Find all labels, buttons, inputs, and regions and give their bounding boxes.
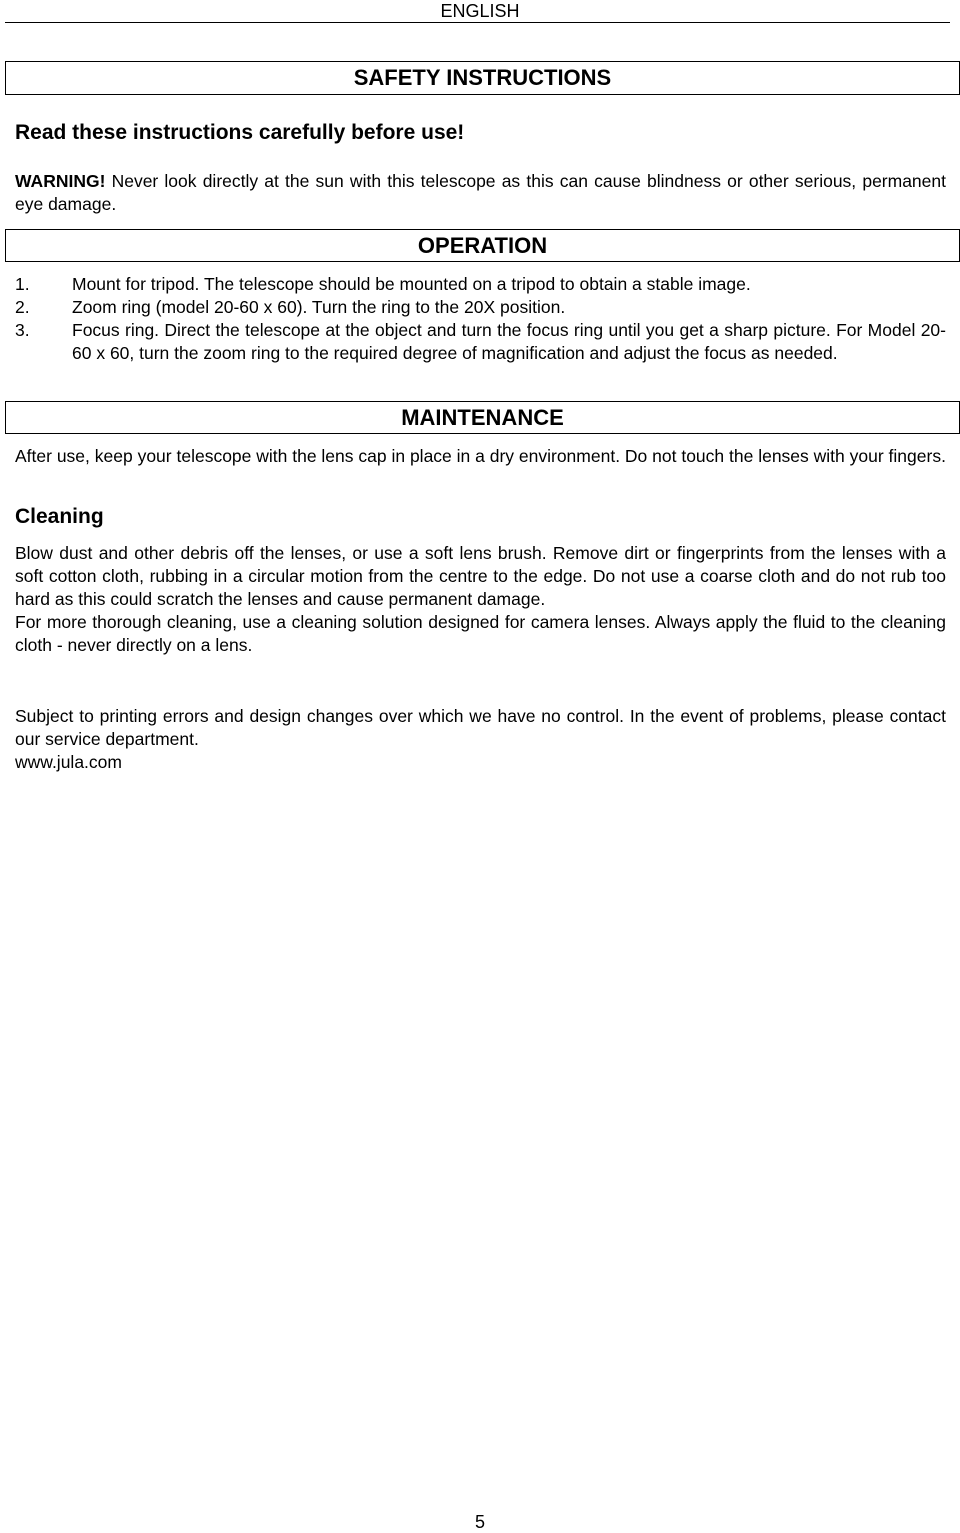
operation-item <box>15 273 946 296</box>
page-header-language: ENGLISH <box>440 1 520 21</box>
cleaning-paragraph-2: For more thorough cleaning, use a cleaning solution designed for camera lenses. Always apply the fluid to the cleaning cloth - never directly on a lens. <box>15 612 946 655</box>
operation-item <box>15 319 946 365</box>
operation-list <box>15 273 946 365</box>
operation-item-number: 1. <box>15 274 30 294</box>
operation-item-text: Mount for tripod. The telescope should be mounted on a tripod to obtain a stable image. <box>72 274 751 294</box>
header-divider <box>5 22 950 23</box>
page-number: 5 <box>474 1512 485 1532</box>
cleaning-heading: Cleaning <box>15 505 104 528</box>
disclaimer-paragraph: Subject to printing errors and design changes over which we have no control. In the event of problems, please contact our service department. <box>15 706 946 749</box>
operation-item-text: Focus ring. Direct the telescope at the object and turn the focus ring until you get a sharp picture. For Model 20-60 x 60, turn the zoom ring to the required degree of magnification and adjust the focus as needed. <box>72 320 946 363</box>
read-instructions-heading: Read these instructions carefully before use! <box>15 121 465 144</box>
operation-item <box>15 296 946 319</box>
warning-text: Never look directly at the sun with this telescope as this can cause blindness or other serious, permanent eye damage. <box>15 171 946 214</box>
operation-item-number: 3. <box>15 320 30 340</box>
maintenance-paragraph: After use, keep your telescope with the lens cap in place in a dry environment. Do not touch the lenses with your fingers. <box>15 446 946 466</box>
operation-title: OPERATION <box>5 229 960 262</box>
safety-instructions-title: SAFETY INSTRUCTIONS <box>5 61 960 95</box>
warning-label: WARNING! <box>15 171 106 191</box>
operation-item-number: 2. <box>15 297 30 317</box>
website-link[interactable]: www.jula.com <box>15 752 122 772</box>
maintenance-title: MAINTENANCE <box>5 401 960 434</box>
warning-paragraph <box>15 170 946 216</box>
cleaning-paragraph-1: Blow dust and other debris off the lenses, or use a soft lens brush. Remove dirt or fingerprints from the lenses with a soft cotton cloth, rubbing in a circular motion from the centre to the edge. Do not use a coarse cloth and do not rub too hard as this could scratch the lenses and cause permanent damage. <box>15 543 946 609</box>
operation-item-text: Zoom ring (model 20-60 x 60). Turn the ring to the 20X position. <box>72 297 566 317</box>
